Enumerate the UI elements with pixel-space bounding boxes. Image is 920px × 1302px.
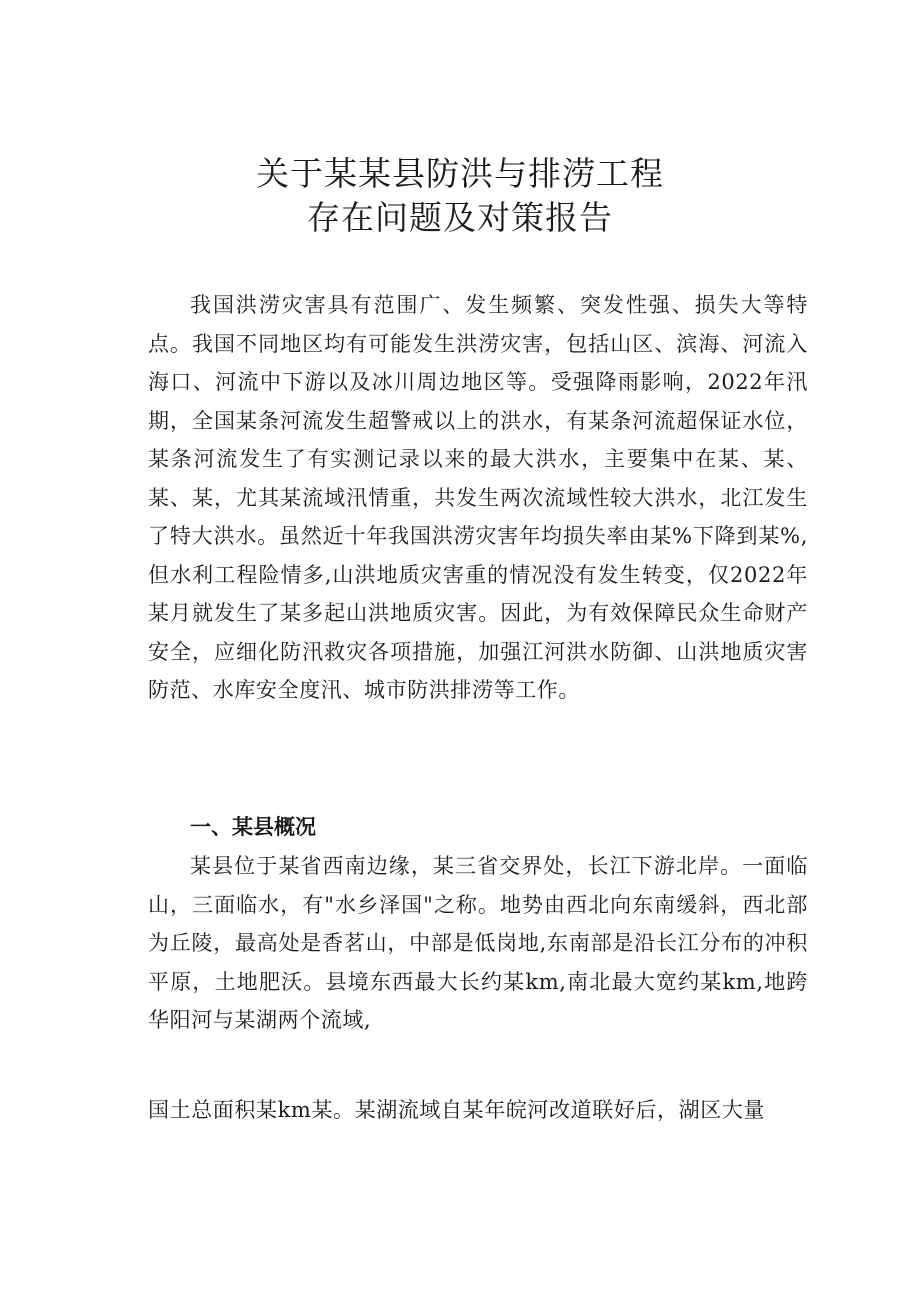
document-title-line-1: 关于某某县防洪与排涝工程 bbox=[256, 154, 664, 193]
continuation-paragraph: 国土总面积某km某。某湖流域自某年皖河改道联好后，湖区大量 bbox=[148, 1098, 766, 1122]
intro-paragraph: 我国洪涝灾害具有范围广、发生频繁、突发性强、损失大等特点。我国不同地区均有可能发生洪涝灾害，包括山区、滨海、河流入海口、河流中下游以及冰川周边地区等。受强降雨影响，2022年汛期，全国某条河流发生超警戒以上的洪水，有某条河流超保证水位，某条河流发生了有实测记录以来的最大洪水，主要集中在某、某、某、某，尤其某流域汛情重，共发生两次流域性较大洪水，北江发生了特大洪水。虽然近十年我国洪涝灾害年均损失率由某%下降到某%,但水利工程险情多,山洪地质灾害重的情况没有发生转变，仅2022年某月就发生了某多起山洪地质灾害。因此，为有效保障民众生命财产安全，应细化防汛救灾各项措施，加强江河洪水防御、山洪地质灾害防范、水库安全度汛、城市防洪排涝等工作。 bbox=[148, 293, 808, 702]
section-heading-county-overview: 一、某县概况 bbox=[190, 815, 316, 839]
county-overview-paragraph: 某县位于某省西南边缘，某三省交界处，长江下游北岸。一面临山，三面临水，有"水乡泽国"之称。地势由西北向东南缓斜，西北部为丘陵，最高处是香茗山，中部是低岗地,东南部是沿长江分布的冲积平原，土地肥沃。县境东西最大长约某km,南北最大宽约某km,地跨华阳河与某湖两个流域, bbox=[148, 854, 808, 1032]
document-title-line-2: 存在问题及对策报告 bbox=[307, 198, 613, 237]
